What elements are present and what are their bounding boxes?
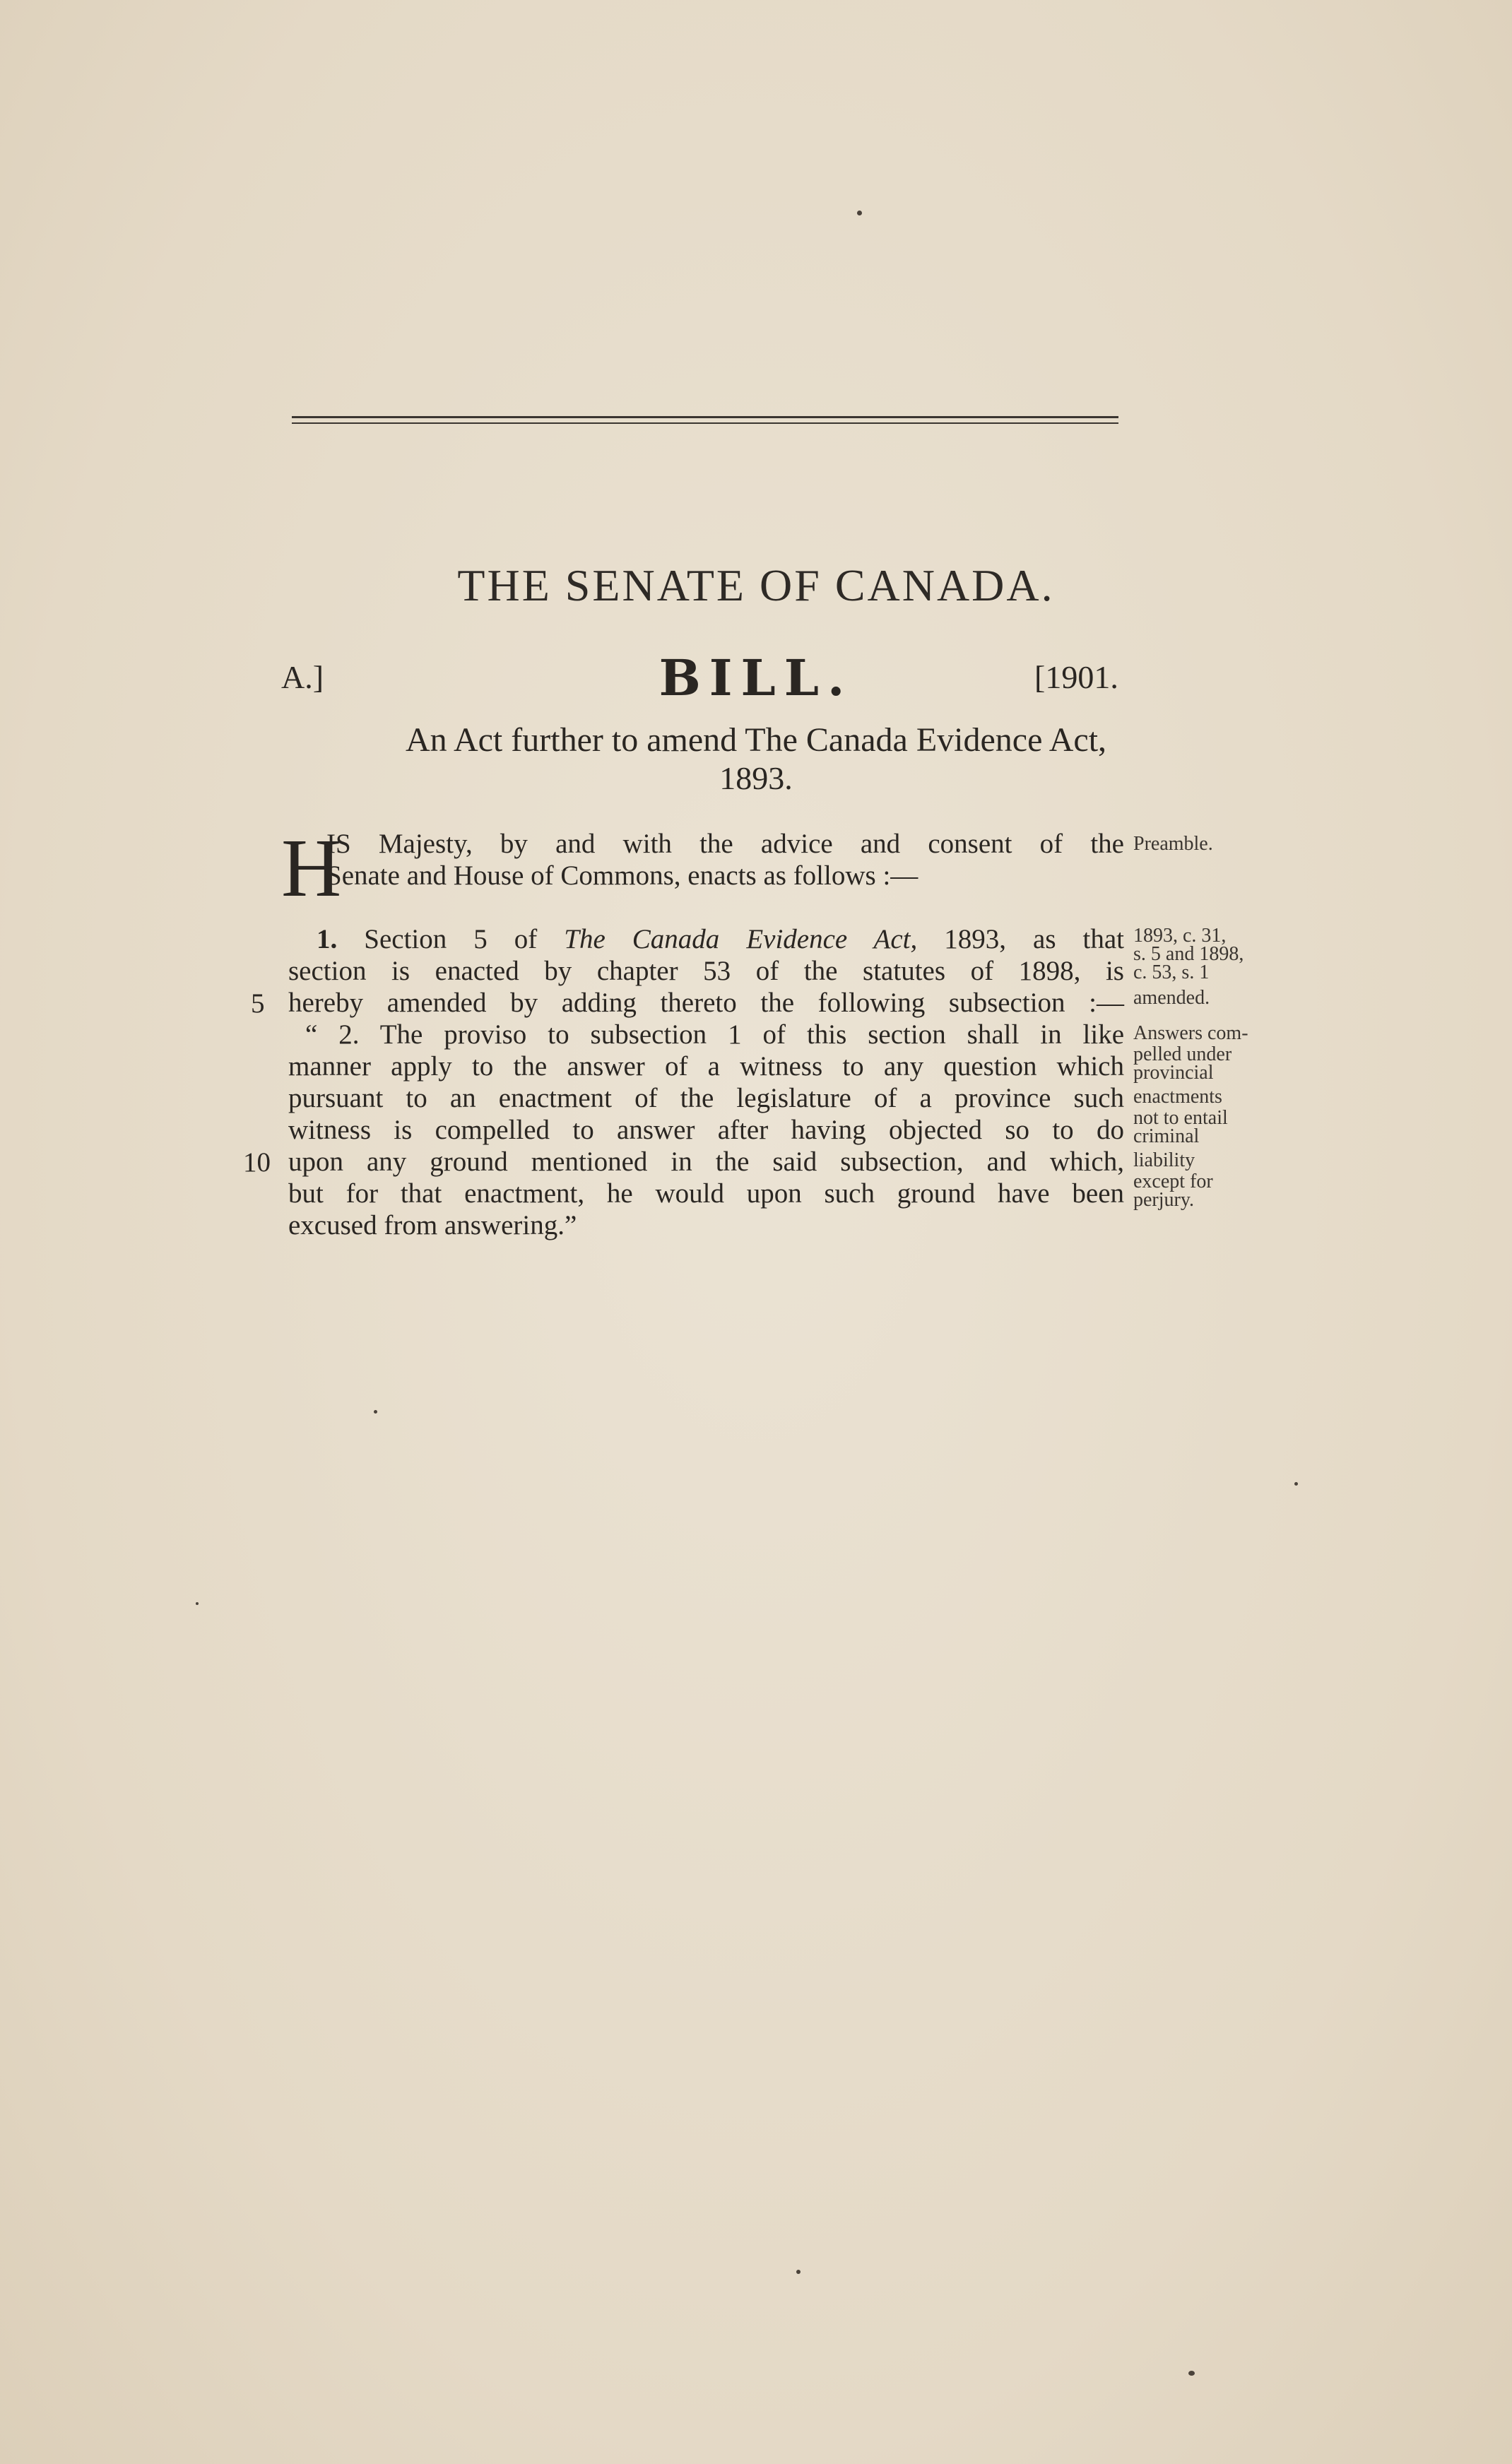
paper-speck	[857, 211, 862, 215]
paper-speck	[196, 1602, 199, 1605]
line-number-5: 5	[251, 988, 265, 1019]
section-1-line-9: but for that enactment, he would upon such ground have been	[288, 1178, 1124, 1209]
margin-note-answers-5: not to entail	[1133, 1107, 1228, 1129]
section-1-line-2: section is enacted by chapter 53 of the statutes of 1898, is	[288, 956, 1124, 986]
bill-year: [1901.	[1034, 659, 1118, 695]
section-1-line-10: excused from answering.”	[288, 1210, 577, 1240]
section-1-line-7: witness is compelled to answer after having objected so to do	[288, 1115, 1124, 1145]
margin-note-answers-8: except for	[1133, 1171, 1213, 1192]
margin-note-answers-6: criminal	[1133, 1125, 1200, 1147]
section-1-line-5: manner apply to the answer of a witness to any question which	[288, 1051, 1124, 1082]
margin-note-answers-9: perjury.	[1133, 1189, 1195, 1211]
margin-note-citation-4: amended.	[1133, 987, 1210, 1009]
section-1-line-1	[317, 924, 1124, 955]
senate-heading: THE SENATE OF CANADA.	[457, 560, 1055, 610]
margin-note-answers-3: provincial	[1133, 1062, 1214, 1084]
preamble-line-2-text: Senate and House of Commons, enacts as follows :—	[326, 860, 919, 891]
section-1-line-4: “ 2. The proviso to subsection 1 of this section shall in like	[305, 1019, 1124, 1050]
margin-note-answers-4: enactments	[1133, 1086, 1222, 1108]
paper-speck	[1188, 2371, 1195, 2376]
act-title-line-2: 1893.	[719, 760, 793, 796]
preamble-line-1-text: IS Majesty, by and with the advice and consent of the	[326, 829, 1124, 859]
act-name-italic: The Canada Evidence Act,	[564, 924, 918, 954]
section-1-line-1-b: 1893, as that	[944, 924, 1125, 954]
margin-note-citation-2: s. 5 and 1898,	[1133, 943, 1244, 965]
section-1-line-8: upon any ground mentioned in the said subsection, and which,	[288, 1147, 1124, 1177]
margin-note-preamble: Preamble.	[1133, 833, 1213, 855]
preamble-line-2	[326, 860, 1124, 892]
preamble-line-1	[326, 829, 1124, 860]
paper-speck	[374, 1410, 377, 1414]
paper-speck	[1294, 1482, 1298, 1486]
section-1-line-1-a: Section 5 of	[364, 924, 538, 954]
bill-heading: BILL.	[658, 648, 854, 707]
line-number-10: 10	[243, 1147, 271, 1178]
margin-note-answers-7: liability	[1133, 1149, 1195, 1171]
margin-note-answers-2: pelled under	[1133, 1043, 1232, 1065]
margin-note-answers-1: Answers com-	[1133, 1022, 1248, 1044]
margin-note-citation-3: c. 53, s. 1	[1133, 961, 1210, 983]
section-1-line-6: pursuant to an enactment of the legislature of a province such	[288, 1083, 1124, 1113]
top-rule	[292, 416, 1118, 418]
section-1-line-3: hereby amended by adding thereto the following subsection :—	[288, 988, 1124, 1018]
paper-speck	[796, 2270, 801, 2274]
margin-note-citation-1: 1893, c. 31,	[1133, 925, 1227, 947]
section-number: 1.	[317, 924, 338, 954]
act-title-line-1: An Act further to amend The Canada Evidence Act,	[405, 721, 1107, 759]
preamble-dropcap: H	[281, 822, 342, 914]
top-rule-second	[292, 422, 1118, 424]
bill-letter: A.]	[281, 659, 324, 695]
